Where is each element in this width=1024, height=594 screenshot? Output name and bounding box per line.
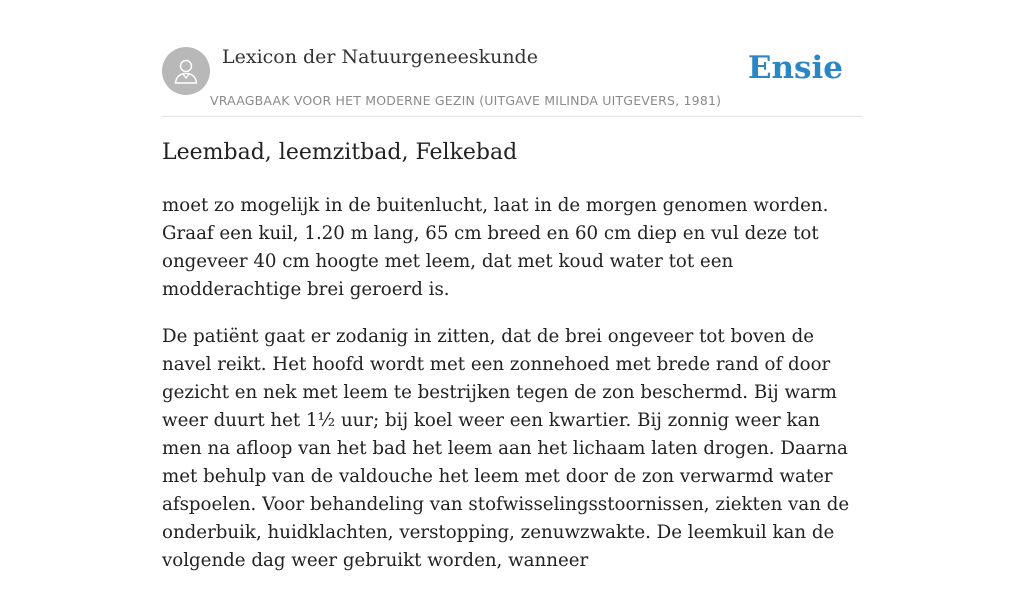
entry-header [162, 0, 862, 117]
entry-page [162, 0, 862, 571]
source-subtitle: VRAAGBAAK VOOR HET MODERNE GEZIN (UITGAVE MILINDA UITGEVERS, 1981) [210, 93, 722, 108]
body-paragraph: moet zo mogelijk in de buitenlucht, laat in de morgen genomen worden. Graaf een kuil, 1.20 m lang, 65 cm breed en 60 cm diep en vul deze tot ongeveer 40 cm hoogte met leem, dat met koud water tot een modderachtige brei geroerd is. [162, 195, 829, 300]
source-title[interactable]: Lexicon der Natuurgeneeskunde [222, 46, 538, 68]
body-paragraph: De patiënt gaat er zodanig in zitten, dat de brei ongeveer tot boven de navel reikt. Het hoofd wordt met een zonnehoed met brede rand of door gezicht en nek met leem te bestrijken tegen de zon beschermd. Bij warm weer duurt het 1½ uur; bij koel weer een kwartier. Bij zonnig weer kan men na afloop van het bad het leem aan het lichaam laten drogen. Daarna met behulp van de valdouche het leem met door de zon verwarmd water afspoelen. Voor behandeling van stofwisselingsstoornissen, ziekten van de onderbuik, huidklachten, verstopping, zenuwzwakte. De leemkuil kan de volgende dag weer gebruikt worden, wanneer [162, 326, 850, 571]
brand-logo[interactable]: Ensie [747, 50, 843, 86]
entry-body [162, 192, 862, 594]
user-icon [162, 47, 210, 95]
entry-title: Leembad, leemzitbad, Felkebad [162, 140, 518, 165]
